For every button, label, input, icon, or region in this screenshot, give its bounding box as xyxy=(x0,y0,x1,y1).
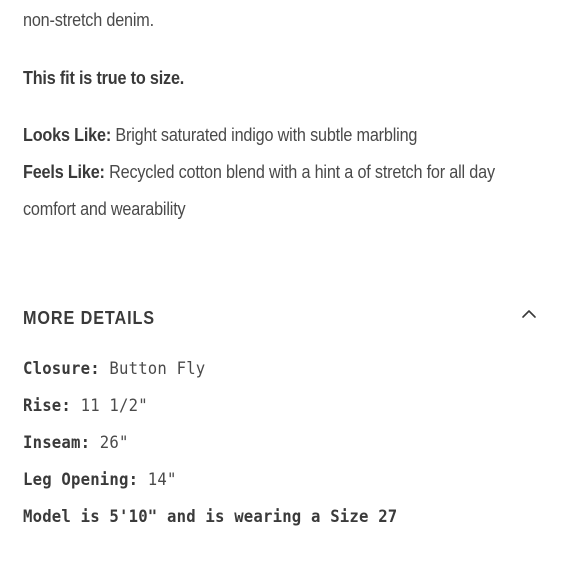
detail-row-inseam xyxy=(23,433,129,453)
looks-like-label: Looks Like: xyxy=(23,125,112,145)
detail-value: Button Fly xyxy=(109,359,206,379)
fit-note: This fit is true to size. xyxy=(23,68,185,88)
detail-label: Rise: xyxy=(23,396,72,416)
feels-like-row xyxy=(23,162,495,183)
detail-row-rise xyxy=(23,396,148,416)
detail-label: Inseam: xyxy=(23,433,91,453)
detail-value: 14" xyxy=(147,470,177,490)
feels-like-label: Feels Like: xyxy=(23,162,105,182)
chevron-up-icon[interactable] xyxy=(519,304,539,324)
more-details-toggle[interactable] xyxy=(0,300,580,340)
more-details-title: MORE DETAILS xyxy=(23,308,156,328)
feels-like-value: Recycled cotton blend with a hint a of stretch for all day xyxy=(109,162,495,182)
model-size-note: Model is 5'10" and is wearing a Size 27 xyxy=(23,507,398,527)
looks-like-value: Bright saturated indigo with subtle marbling xyxy=(115,125,418,145)
detail-label: Closure: xyxy=(23,359,100,379)
detail-value: 26" xyxy=(99,433,129,453)
detail-label: Leg Opening: xyxy=(23,470,139,490)
feels-like-value-continued: comfort and wearability xyxy=(23,199,186,219)
detail-row-leg-opening xyxy=(23,470,177,490)
looks-like-row xyxy=(23,125,417,146)
detail-value: 11 1/2" xyxy=(80,396,148,416)
fabric-description-tail: non-stretch denim. xyxy=(23,10,154,30)
detail-row-closure xyxy=(23,359,205,379)
